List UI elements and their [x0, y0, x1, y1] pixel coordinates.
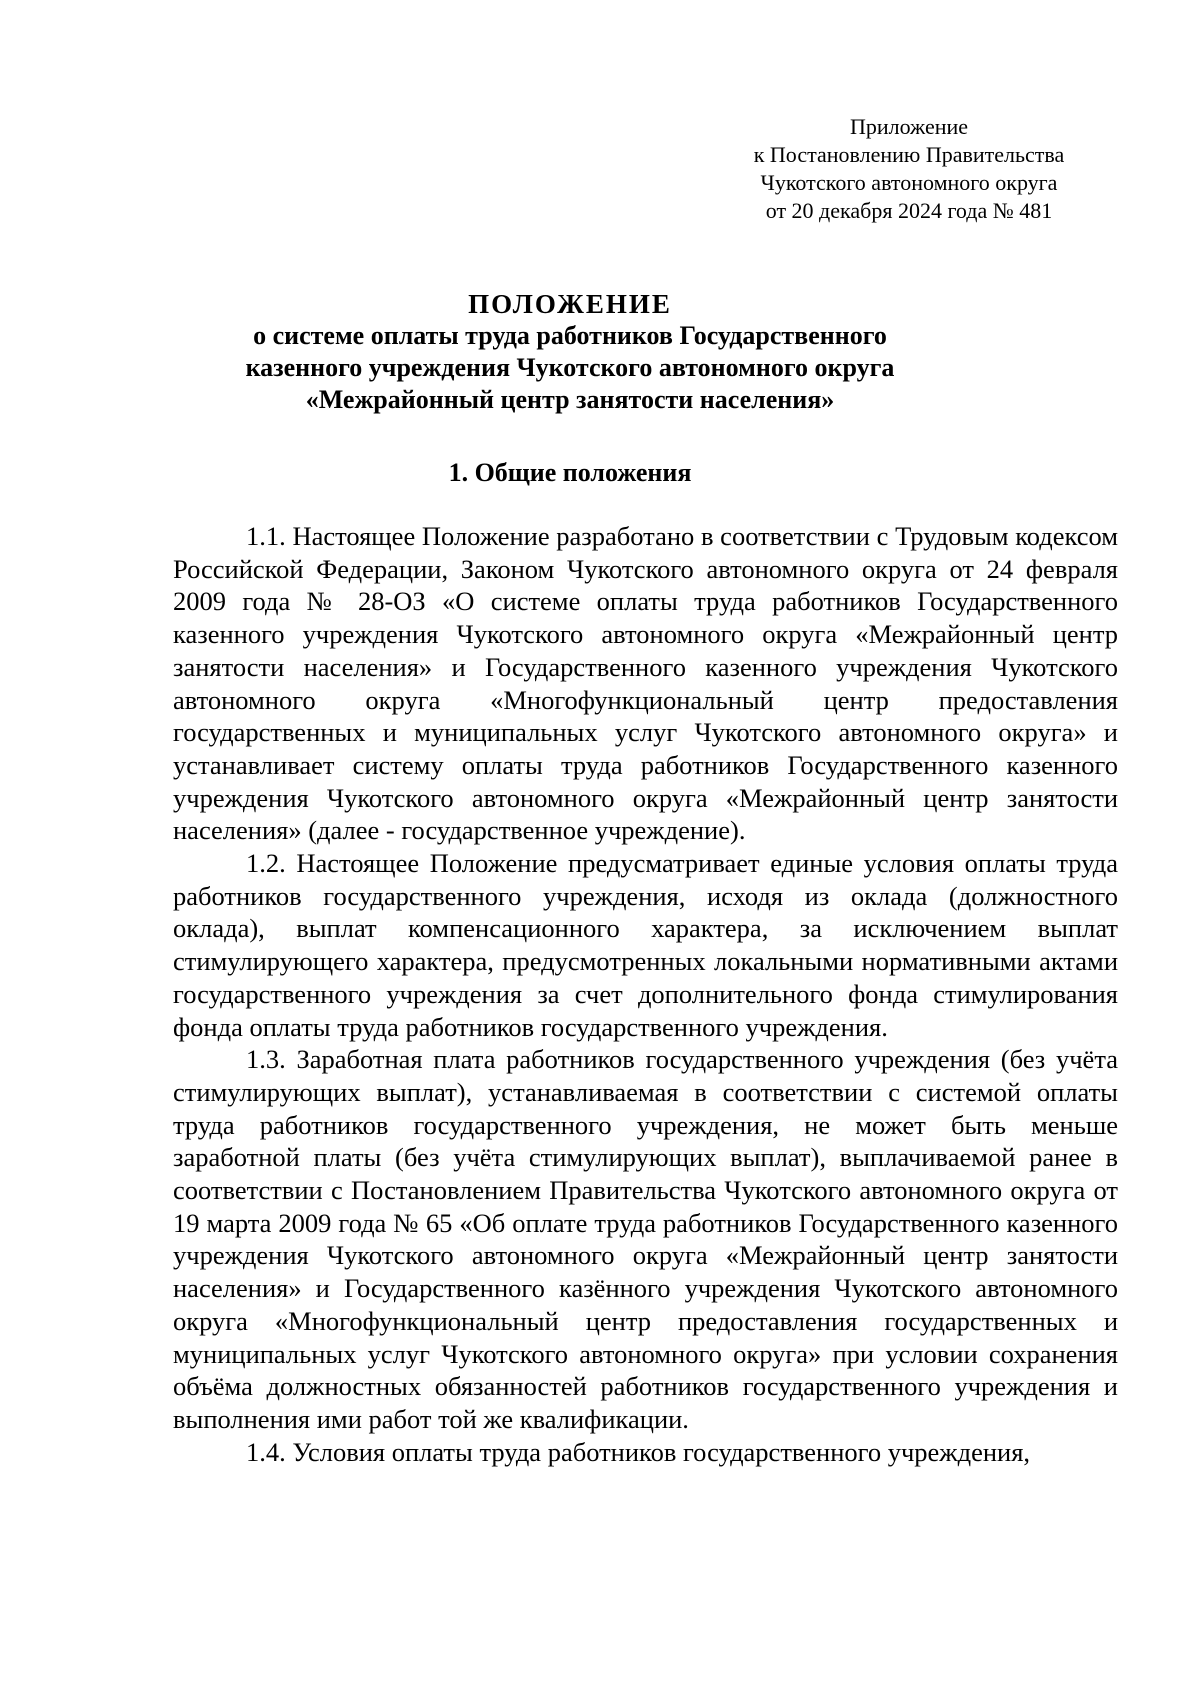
paragraph-1-4: 1.4. Условия оплаты труда работников государственного учреждения, — [246, 1436, 1031, 1467]
document-title: ПОЛОЖЕНИЕ — [468, 289, 672, 319]
section-heading: 1. Общие положения — [448, 458, 692, 487]
appendix-line: от 20 декабря 2024 года № 481 — [765, 198, 1053, 223]
document-subtitle-line: о системе оплаты труда работников Государственного — [253, 321, 887, 350]
appendix-line: Чукотского автономного округа — [760, 170, 1058, 195]
appendix-header — [700, 113, 1118, 225]
document-subtitle-line: «Межрайонный центр занятости населения» — [305, 385, 835, 414]
section-body — [173, 520, 1118, 1468]
appendix-line: Приложение — [849, 114, 969, 139]
appendix-line: к Постановлению Правительства — [753, 142, 1065, 167]
paragraph-1-3: 1.3. Заработная плата работников государственного учреждения (без учёта стимулирующих выплат), устанавливаемая в соответствии с системой оплаты труда работников государственного учреждения, не может быть меньше заработной платы (без учёта стимулирующих выплат), выплачиваемой ранее в соответствии с Постановлением Правительства Чукотского автономного округа от 19 марта 2009 года № 65 «Об оплате труда работников Государственного казенного учреждения Чукотского автономного округа «Межрайонный центр занятости населения» и Государственного казённого учреждения Чукотского автономного округа «Многофункциональный центр предоставления государственных и муниципальных услуг Чукотского автономного округа» при условии сохранения объёма должностных обязанностей работников государственного учреждения и выполнения ими работ той же квалификации. — [173, 1044, 1118, 1434]
paragraph-1-1: 1.1. Настоящее Положение разработано в соответствии с Трудовым кодексом Российской Федерации, Законом Чукотского автономного округа от 24 февраля 2009 года № 28-ОЗ «О системе оплаты труда работников Государственного казенного учреждения Чукотского автономного округа «Межрайонный центр занятости населения» и Государственного казенного учреждения Чукотского автономного округа «Многофункциональный центр предоставления государственных и муниципальных услуг Чукотского автономного округа» и устанавливает систему оплаты труда работников Государственного казенного учреждения Чукотского автономного округа «Межрайонный центр занятости населения» (далее - государственное учреждение). — [173, 521, 1118, 846]
document-title-block — [150, 288, 990, 416]
document-subtitle-line: казенного учреждения Чукотского автономного округа — [245, 353, 895, 382]
paragraph-1-2: 1.2. Настоящее Положение предусматривает единые условия оплаты труда работников государственного учреждения, исходя из оклада (должностного оклада), выплат компенсационного характера, за исключением выплат стимулирующего характера, предусмотренных локальными нормативными актами государственного учреждения за счет дополнительного фонда стимулирования фонда оплаты труда работников государственного учреждения. — [173, 848, 1118, 1042]
